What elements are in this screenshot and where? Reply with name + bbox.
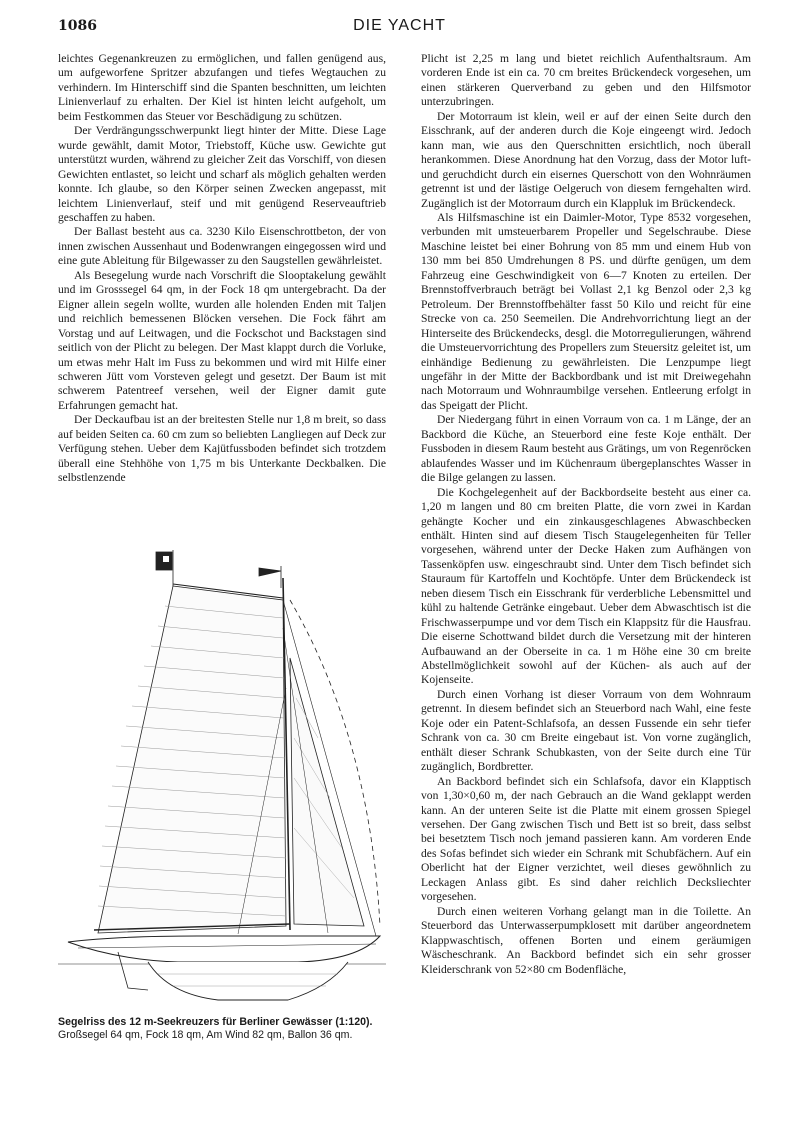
figure-caption [58, 1016, 386, 1042]
paragraph: Als Besegelung wurde nach Vorschrift die Slooptakelung gewählt und im Grosssegel 64 qm, in der Fock 18 qm untergebracht. Da der Eigner allein segeln wollte, wurden alle holenden Enden mit Taljen und reichlich bemessenen Blöcken versehen. Die Fock fährt am Vorstag und auf Leitwagen, und die Fockschot und Backstagen sind seitlich von der Plicht zu belegen. Der Mast klappt durch die Vorluke, um etwas mehr Halt im Fuss zu bekommen und wird mit Hilfe einer schweren Jütt vom Vorsteven gelegt und gesetzt. Der Baum ist mit schwerem Patentreef versehen, weil der Eigner damit gute Erfahrungen gemacht hat. [58, 268, 386, 412]
sail-plan-drawing [58, 538, 386, 1010]
paragraph: Als Hilfsmaschine ist ein Daimler-Motor, Type 8532 vorgesehen, verbunden mit umsteuerbarem Propeller und Segelschraube. Diese Maschine leistet bei einer Bohrung von 85 mm und einem Hub von 130 mm bei 850 Umdrehungen 8 PS. und dürfte genügen, um dem Fahrzeug eine Geschwindigkeit von 6—7 Knoten zu erteilen. Der Brennstoffverbrauch beträgt bei Vollast 2,1 kg Benzol oder 2,3 kg Petroleum. Der Brennstoffbehälter fasst 50 Kilo und reicht für eine Strecke von ca. 250 Seemeilen. Die Andrehvorrichtung liegt an der Hinterseite des Brückendecks, desgl. die Motorregulierungen, während die Umsteuervorrichtung des Propellers zum Steuersitz geleitet ist, um einhändige Bedienung zu gewährleisten. Die Lenzpumpe liegt ungefähr in der Mitte der Backbordbank und ist mit Dreiwegehahn nach Motorraum und Wohnraumbilge versehen. Entleerung erfolgt in das Speigatt der Plicht. [421, 210, 751, 412]
sail-plan-figure [58, 538, 386, 1042]
paragraph: Der Motorraum ist klein, weil er auf der einen Seite durch den Eisschrank, auf der anderen durch die Koje eingeengt wird. Jedoch kann man, wie aus den Querschnitten ersichtlich, noch überall herankommen. Diese Anordnung hat den Vorzug, dass der Motor luft- und geruchdicht durch ein eisernes Querschott von den Wohnräumen getrennt ist und der lästige Oelgeruch von diesem ferngehalten wird. Zugänglich ist der Motorraum durch ein Klappluk im Brückendeck. [421, 109, 751, 210]
paragraph: Durch einen weiteren Vorhang gelangt man in die Toilette. An Steuerbord das Unterwasserpumpklosett mit darüber angeordnetem Klappwaschtisch, offenen Borten und einem geräumigen Wäscheschrank. An Backbord befindet sich ein sehr grosser Kleiderschrank von 52×80 cm Bodenfläche, [421, 904, 751, 976]
page-number: 1086 [58, 18, 97, 34]
jib [290, 658, 364, 926]
paragraph: Der Verdrängungsschwerpunkt liegt hinter der Mitte. Diese Lage wurde gewählt, damit Motor, Triebstoff, Küche usw. Gewichte gut unterstützt wurden, während zu gleicher Zeit das Vorschiff, von diesen Gewichten entlastet, so leicht und scharf als möglich gehalten werden konnte. Ich glaube, so den Körper seinen Zwecken angepasst, mit leichtem Linienverlauf, steif und mit genügend Reserveauftrieb geschaffen zu haben. [58, 124, 386, 224]
caption-title: Segelriss des 12 m-Seekreuzers für Berliner Gewässer (1:120). [58, 1016, 373, 1028]
keel [148, 962, 348, 1000]
pennant-right [259, 568, 281, 576]
paragraph: An Backbord befindet sich ein Schlafsofa, davor ein Klapptisch von 1,30×0,60 m, der nach Gebrauch an die Wand geklappt werden kann. An der unteren Seite ist die Platte mit einem grossen Spiegel versehen. Der Gang zwischen Tisch und Bett ist so breit, dass selbst bei besetztem Tisch noch jemand passieren kann. Am vorderen Ende des Sofas befindet sich wieder ein Schrank mit Schubfächern. Auf ein Oberlicht hat der Eigner verzichtet, weil dieses gewöhnlich zu Leckagen Anlass gibt. Es sind daher reichlich Decksliechter vorgesehen. [421, 774, 751, 904]
journal-title: DIE YACHT [353, 17, 446, 34]
paragraph: Durch einen Vorhang ist dieser Vorraum von dem Wohnraum getrennt. In diesem befindet sich an Steuerbord nach Wahl, eine feste Koje oder ein Patent-Schlafsofa, an dessen Fussende ein sehr tiefer Schrank von ca. 30 cm Breite eingebaut ist. Von vorne zugänglich, enthält dieser Schrank Schubkasten, von der Seite durch eine Tür zugänglich, Bordbretter. [421, 687, 751, 774]
caption-detail: Großsegel 64 qm, Fock 18 qm, Am Wind 82 qm, Ballon 36 qm. [58, 1029, 353, 1041]
hull [68, 936, 380, 962]
paragraph: Der Niedergang führt in einen Vorraum von ca. 1 m Länge, der an Backbord die Küche, an Steuerbord eine feste Koje enthält. Der Fussboden in diesem Raum besteht aus Grätings, um von Regenröcken ablaufendes Wasser und im Küchenraum übergeplanschtes Wasser in die Bilge gelangen zu lassen. [421, 413, 751, 485]
paragraph: Der Ballast besteht aus ca. 3230 Kilo Eisenschrottbeton, der von innen zwischen Aussenhaut und Bodenwrangen eingegossen wird und eine gute Ableitung für Bilgewasser zu den Saugstellen gewährleistet. [58, 225, 386, 268]
mainsail [98, 586, 286, 933]
left-column [58, 52, 386, 486]
paragraph: leichtes Gegenankreuzen zu ermöglichen, und fallen genügend aus, um aufgeworfene Spritzer abzufangen und tiefes Wegtauchen zu verhindern. Im Hinterschiff sind die Spanten beschnitten, um leichten Linienverlauf zu erhalten. Der Kiel ist hinten leicht aufgeholt, um beim Festkommen das Steuer vor Beschädigung zu schützen. [58, 52, 386, 123]
right-column [421, 52, 751, 977]
paragraph: Der Deckaufbau ist an der breitesten Stelle nur 1,8 m breit, so dass auf beiden Seiten ca. 60 cm zum so beliebten Langliegen auf Deck zur Verfügung stehen. Ueber dem Kajütfussboden befindet sich trotzdem überall eine Stehhöhe von 1,75 m bis Unterkante Deckbalken. Die selbstlenzende [58, 413, 386, 485]
paragraph: Die Kochgelegenheit auf der Backbordseite besteht aus einer ca. 1,20 m langen und 80 cm breiten Platte, die vorn zwei in Kardan gehängte Kocher und ein zinkausgeschlagenes Abwaschbecken enthält. Hinten sind auf diesem Tisch Staugelegenheiten für Teller vorgesehen, während unter der Decke Haken zum Aufhängen von Tassenköpfen usw. eingeschraubt sind. Unter dem Tisch befindet sich Stauraum für Kartoffeln und Kochtöpfe. Unter dem Brückendeck ist neben diesem Tisch ein Eisschrank für verderbliche Lebensmittel und kühl zu haltende Getränke eingebaut. Ueber dem Abwaschtisch ist die Frischwasserpumpe und vor dem Tisch ein Klappsitz für die Hausfrau. Die eiserne Schottwand bildet durch die Versetzung mit der hinteren Aufbauwand an der Oberseite in ca. 1 m Höhe eine 30 cm breite Abstellmöglichkeit sowohl auf der Küchen- als auch auf der Kojenseite. [421, 485, 751, 687]
paragraph: Plicht ist 2,25 m lang und bietet reichlich Aufenthaltsraum. Am vorderen Ende ist ein ca. 70 cm breites Brückendeck vorgesehen, um einen stärkeren Querverband zu geben und den Hilfsmotor unterzubringen. [421, 52, 751, 109]
